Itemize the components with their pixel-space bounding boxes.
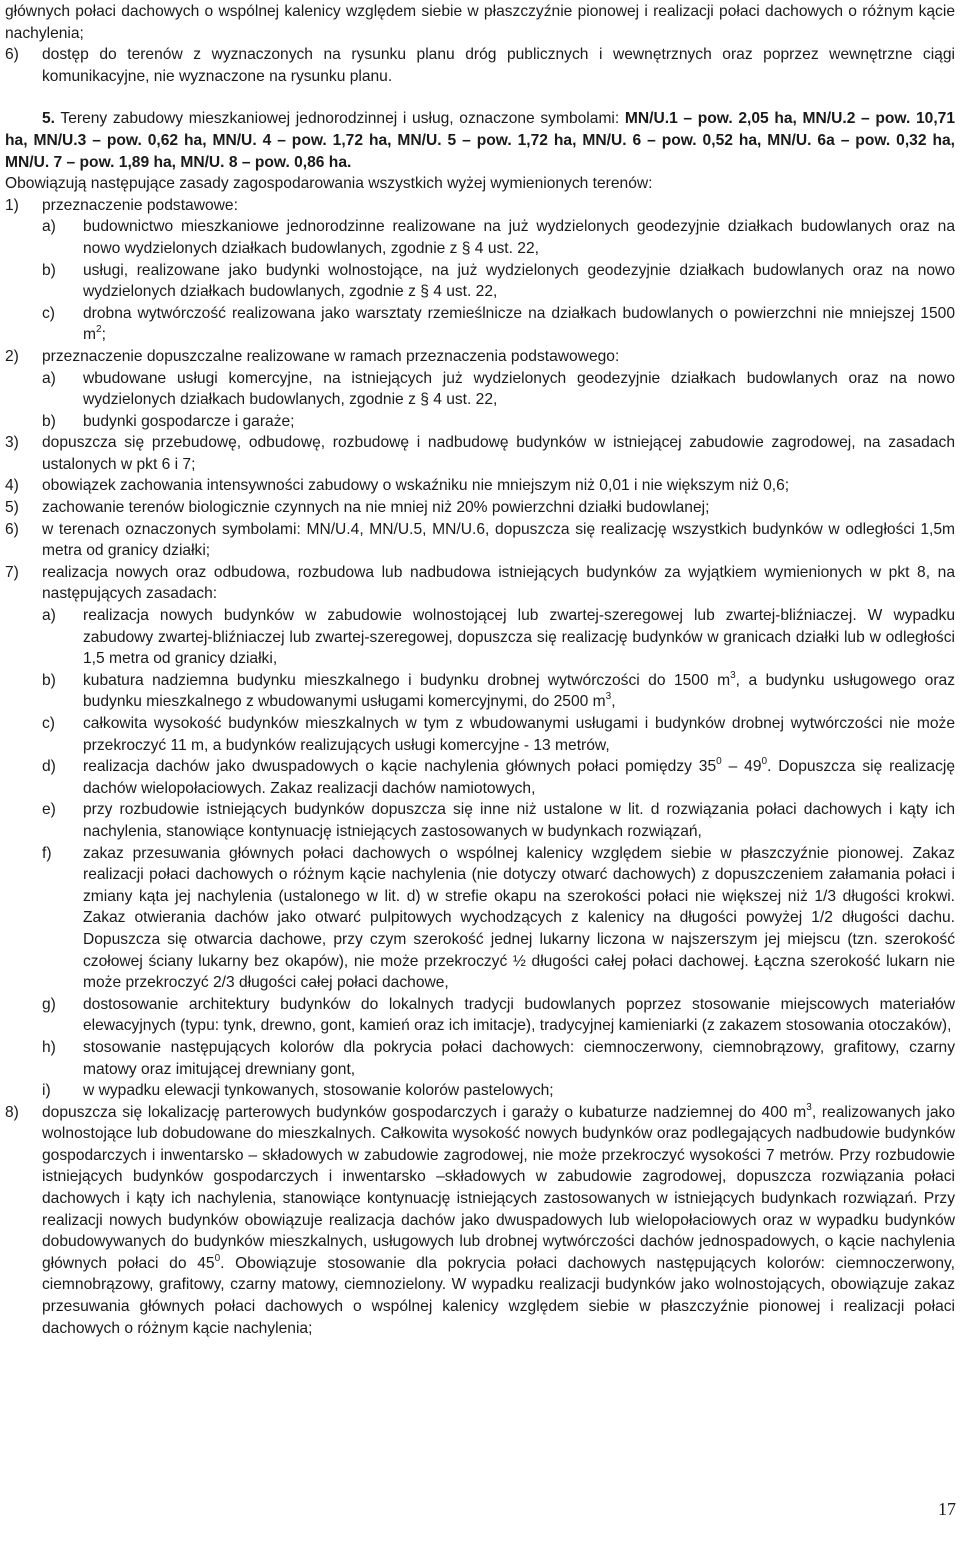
sub-list-item [5,994,955,1037]
sub-list-item [5,411,955,433]
sub-list-item-text: całkowita wysokość budynków mieszkalnych w tym z wbudowanymi usługami i budynków drobnej wytwórczości nie może przekroczyć 11 m, a budynków realizujących usługi komercyjne - 13 metrów, [83,715,955,754]
list-item [5,44,955,87]
sub-list-marker: h) [42,1038,56,1056]
list-item [5,432,955,475]
sub-list-item-text: realizacja dachów jako dwuspadowych o kącie nachylenia głównych połaci pomiędzy 35 [83,758,717,776]
sub-list-item-text: kubatura nadziemna budynku mieszkalnego i budynku drobnej wytwórczości do 1500 m [83,671,731,689]
section-symbols: MN/U.1 – pow. 2,05 ha, MN/U.2 – pow. 10,71 ha, MN/U.3 – pow. 0,62 ha, MN/U. 4 – pow. 1,72 ha, MN/U. 5 – pow. 1,72 ha, MN/U. 6 – pow. 0,52 ha, MN/U. 6a – pow. 0,32 ha, MN/U. 7 – pow. 1,89 ha, MN/U. 8 – pow. 0,86 ha. [5,110,955,171]
sub-list-item-text: budownictwo mieszkaniowe jednorodzinne realizowane na już wydzielonych geodezyjnie działkach budowlanych oraz na nowo wydzielonych działkach budowlanych, zgodnie z § 4 ust. 22, [83,218,955,257]
sub-list-item [5,605,955,670]
paragraph-text: głównych połaci dachowych o wspólnej kalenicy względem siebie w płaszczyźnie pionowej i realizacji połaci dachowych o różnym kącie nachylenia; [5,3,955,42]
superscript: 3 [730,669,736,681]
sub-list-marker: b) [42,261,56,279]
sub-list-marker: a) [42,218,56,236]
sub-list-marker: f) [42,844,52,862]
list-marker: 8) [5,1103,19,1121]
list-item-text: , realizowanych jako wolnostojące lub dobudowane do mieszkalnych. Całkowita wysokość nowych budynków oraz podlegających nadbudowie budynków gospodarczych i inwentarsko – składowych w zabudowie zagrodowej, nie może przekroczyć wysokości 7 metrów. Przy rozbudowie istniejących budynków gospodarczych i inwentarsko –składowych w zabudowie zagrodowej, dopuszcza rozwiązania połaci dachowych i kąty ich nachylenia, stanowiące kontynuację istniejących zastosowanych w istniejących budynkach rozwiązań. Przy realizacji nowych budynków obowiązuje realizacja dachów jako dwuspadowych lub wielopołaciowych oraz w wypadku budynków dobudowywanych do budynków mieszkalnych, usługowych lub drobnej wytwórczości dachów jednospadowych, o kącie nachylenia głównych połaci do 45 [42,1103,955,1272]
list-item-text: obowiązek zachowania intensywności zabudowy o wskaźniku nie mniejszym niż 0,01 i nie większym niż 0,6; [42,477,790,495]
section-number: 5. [42,110,56,128]
rules-intro-text: Obowiązują następujące zasady zagospodarowania wszystkich wyżej wymienionych terenów: [5,175,653,193]
sub-list-item-text: w wypadku elewacji tynkowanych, stosowanie kolorów pastelowych; [83,1082,554,1100]
sub-list-item [5,799,955,842]
sub-list-item-text: , a budynku usługowego oraz budynku mieszkalnego z wbudowanymi usługami komercyjnymi, do 2500 m [83,671,956,711]
list-item [5,195,955,217]
list-marker: 1) [5,196,19,214]
section-intro: Tereny zabudowy mieszkaniowej jednorodzinnej i usług, oznaczone symbolami: [60,110,620,128]
sub-list-item-text: , [611,693,616,711]
section-heading [5,108,955,173]
sub-list-item-text: zakaz przesuwania głównych połaci dachowych o wspólnej kalenicy względem siebie w płaszczyźnie pionowej. Zakaz realizacji połaci dachowych o różnym kącie nachylenia (nie dotyczy otwarć dachowych) z dopuszczeniem załamania połaci i zmiany kąta jej nachylenia (ustalonego w lit. d) w strefie okapu na szerokości połaci nie większej niż 1/3 długości krokwi. Zakaz otwierania dachów jako otwarć pulpitowych wychodzących z kalenicy na długości powyżej 1/2 długości dachu. Dopuszcza się otwarcia dachowe, przy czym szerokość jednej lukarny liczona w najszerszym jej miejscu (tzn. szerokość czołowej ściany lukarny bez okapów), nie może przekroczyć ½ długości całej połaci dachowej. Łączna szerokość lukarn nie może przekroczyć 2/3 długości całej połaci dachowe, [83,844,955,992]
list-item [5,475,955,497]
list-item-text: przeznaczenie podstawowe: [42,196,238,214]
sub-list-item [5,713,955,756]
list-item-text: dopuszcza się przebudowę, odbudowę, rozbudowę i nadbudowę budynków w istniejącej zabudowie zagrodowej, na zasadach ustalonych w pkt 6 i 7; [42,434,955,473]
sub-list-item-text: – 49 [721,758,762,776]
sub-list-marker: b) [42,412,56,430]
list-item [5,346,955,368]
sub-list-item [5,368,955,411]
sub-list-item-text: drobna wytwórczość realizowana jako warsztaty rzemieślnicze na działkach budowlanych o powierzchni nie mniejszej 1500 m [83,304,955,344]
list-marker: 2) [5,347,19,365]
superscript: 2 [96,324,102,336]
sub-list-item [5,303,955,346]
sub-list-item-text: ; [101,326,106,344]
list-item-text: w terenach oznaczonych symbolami: MN/U.4, MN/U.5, MN/U.6, dopuszcza się realizację wszystkich budynków w odległości 1,5m metra od granicy działki; [42,520,955,560]
list-item [5,497,955,519]
sub-list-item-text: usługi, realizowane jako budynki wolnostojące, na już wydzielonych geodezyjnie działkach budowlanych oraz na nowo wydzielonych działkach budowlanych, zgodnie z § 4 ust. 22, [83,261,955,301]
sub-list-marker: e) [42,801,56,819]
sub-list-item-text: budynki gospodarcze i garaże; [83,412,295,430]
list-marker: 7) [5,563,19,581]
list-item-text: . Obowiązuje stosowanie dla pokrycia połaci dachowych następujących kolorów: ciemnoczerwony, ciemnobrązowy, grafitowy, czarny matowy, ciemnozielony. W wypadku realizacji budynków jako wolnostojących, obowiązuje zakaz przesuwania głównych połaci dachowych o wspólnej kalenicy względem siebie w płaszczyźnie pionowej i realizacji połaci dachowych o różnym kącie nachylenia; [42,1254,955,1337]
sub-list-marker: d) [42,758,56,776]
document-page [5,1,955,1339]
superscript: 3 [605,691,612,703]
list-item-text: dostęp do terenów z wyznaczonych na rysunku planu dróg publicznych i wewnętrznych oraz poprzez wewnętrzne ciągi komunikacyjne, nie wyznaczone na rysunku planu. [42,46,955,85]
sub-list-marker: c) [42,715,55,732]
superscript: 3 [806,1101,812,1113]
sub-list-marker: c) [42,304,55,322]
sub-list-item-text: wbudowane usługi komercyjne, na istniejących już wydzielonych geodezyjnie działkach budowlanych oraz na nowo wydzielonych działkach budowlanych, zgodnie z § 4 ust. 22, [83,369,955,409]
sub-list-item [5,756,955,799]
sub-list-item [5,843,955,994]
sub-list-marker: a) [42,607,56,625]
sub-list-marker: g) [42,995,56,1013]
list-marker: 4) [5,477,19,495]
sub-list-marker: b) [42,671,56,689]
list-item [5,562,955,605]
list-marker: 6) [5,46,19,64]
superscript: 0 [716,756,722,768]
list-marker: 5) [5,499,19,517]
continued-paragraph [5,1,955,44]
sub-list-item-text: stosowanie następujących kolorów dla pokrycia połaci dachowych: ciemnoczerwony, ciemnobrązowy, grafitowy, czarny matowy oraz imitującej drewniany gont, [83,1038,955,1078]
page-number: 17 [938,1499,956,1519]
sub-list-item-text: . Dopuszcza się realizację dachów wielopołaciowych. Zakaz realizacji dachów namiotowych, [83,758,956,797]
superscript: 0 [761,756,768,768]
list-marker: 3) [5,434,19,452]
list-item-text: zachowanie terenów biologicznie czynnych na nie mniej niż 20% powierzchni działki budowlanej; [42,499,710,517]
sub-list-item-text: dostosowanie architektury budynków do lokalnych tradycji budowlanych poprzez stosowanie miejscowych materiałów elewacyjnych (typu: tynk, drewno, gont, kamień oraz ich imitacje), tradycyjnej kamieniarki (z zakazem stosowania otoczaków), [83,995,955,1035]
sub-list-item [5,1037,955,1080]
list-marker: 6) [5,520,19,538]
sub-list-item [5,216,955,259]
sub-list-item [5,1080,955,1102]
sub-list-item [5,260,955,303]
sub-list-marker: a) [42,369,56,387]
list-item-text: dopuszcza się lokalizację parterowych budynków gospodarczych i garaży o kubaturze nadziemnej do 400 m [42,1103,807,1121]
sub-list-item-text: realizacja nowych budynków w zabudowie wolnostojącej lub zwartej-szeregowej lub zwartej-bliźniaczej. W wypadku zabudowy zwartej-bliźniaczej lub zwartej-szeregowej, dopuszcza się realizację budynków w granicach działki lub w odległości 1,5 metra od granicy działki, [83,607,955,668]
sub-list-item [5,670,955,713]
list-item-text: przeznaczenie dopuszczalne realizowane w ramach przeznaczenia podstawowego: [42,347,620,365]
list-item [5,519,955,562]
sub-list-marker: i) [42,1082,51,1100]
list-item [5,1102,955,1340]
rules-intro [5,173,955,195]
list-item-text: realizacja nowych oraz odbudowa, rozbudowa lub nadbudowa istniejących budynków za wyjątkiem wymienionych w pkt 8, na następujących zasadach: [42,563,955,603]
sub-list-item-text: przy rozbudowie istniejących budynków dopuszcza się inne niż ustalone w lit. d rozwiązania połaci dachowych i kąty ich nachylenia, stanowiące kontynuację istniejących zastosowanych w budynkach rozwiązań, [83,801,955,840]
superscript: 0 [214,1252,221,1264]
